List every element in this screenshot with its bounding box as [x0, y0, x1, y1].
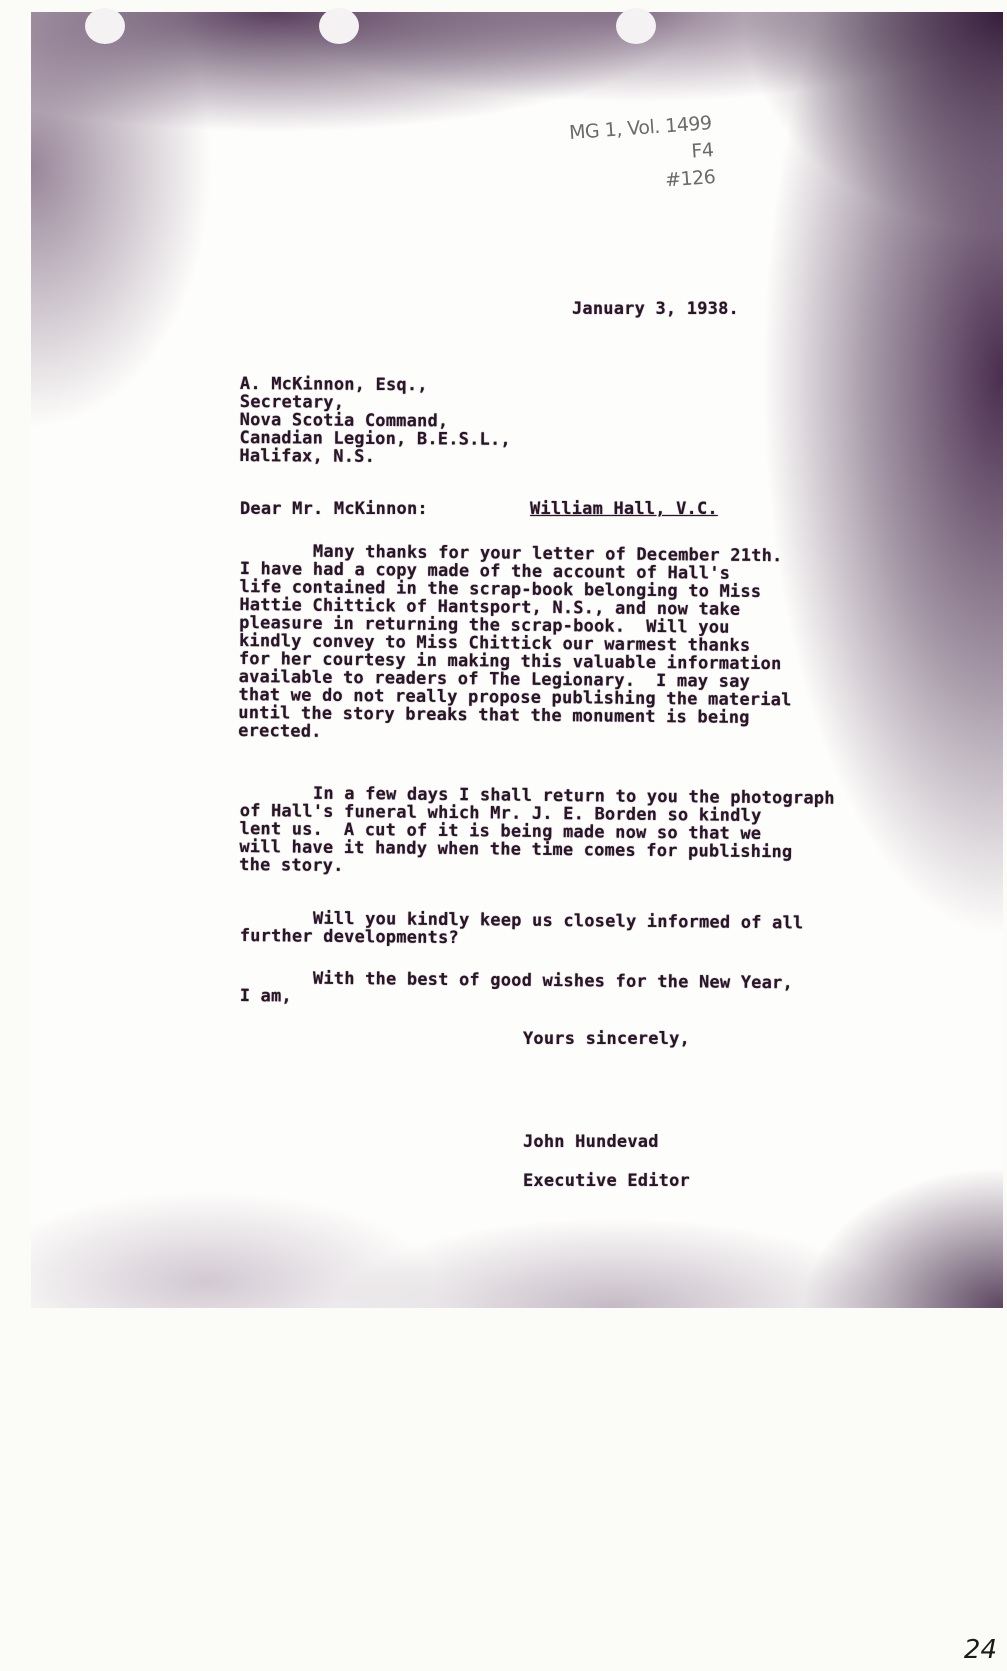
punch-hole [616, 8, 656, 44]
recipient-line: Secretary, [239, 391, 345, 413]
salutation: Dear Mr. McKinnon: [240, 499, 428, 519]
body-paragraph-4: With the best of good wishes for the New Year, I am, [239, 968, 794, 1007]
letter-date: January 3, 1938. [572, 299, 739, 319]
punch-hole [85, 8, 125, 44]
body-paragraph-2: In a few days I shall return to you the photograph of Hall's funeral which Mr. J. E. Borden so kindly lent us. A cut of it is being made now so that we will have it handy when the time comes for publishing the story. [239, 783, 835, 876]
complimentary-close: Yours sincerely, [523, 1029, 690, 1049]
signature-name: John Hundevad [523, 1132, 659, 1152]
archive-reference-note [541, 110, 716, 203]
recipient-address [239, 375, 511, 467]
archive-reference-line-1: MG 1, Vol. 1499 F4 [568, 112, 715, 163]
signature-title: Executive Editor [523, 1171, 690, 1191]
recipient-line: Nova Scotia Command, [239, 409, 449, 432]
recipient-line: Canadian Legion, B.E.S.L., [239, 427, 511, 450]
punch-hole [319, 8, 359, 44]
body-paragraph-1: Many thanks for your letter of December 21th. I have had a copy made of the account of Hall's life contained in the scrap-book belonging to Miss Hattie Chittick of Hantsport, N.S., and now take pleasure in returning the scrap-book. Will you kindly convey to Miss Chittick our warmest thanks for her courtesy in making this valuable information available to readers of The Legionary. I may say that we do not really propose publishing the material until the story breaks that the monument is being erected. [238, 541, 792, 742]
recipient-line: Halifax, N.S. [239, 445, 376, 467]
archive-reference-line-2: #126 [664, 166, 717, 192]
recipient-line: A. McKinnon, Esq., [239, 374, 428, 396]
body-paragraph-3: Will you kindly keep us closely informed of all further developments? [239, 908, 804, 949]
subject-line: William Hall, V.C. [530, 499, 718, 519]
page-number: 24 [963, 1635, 997, 1665]
